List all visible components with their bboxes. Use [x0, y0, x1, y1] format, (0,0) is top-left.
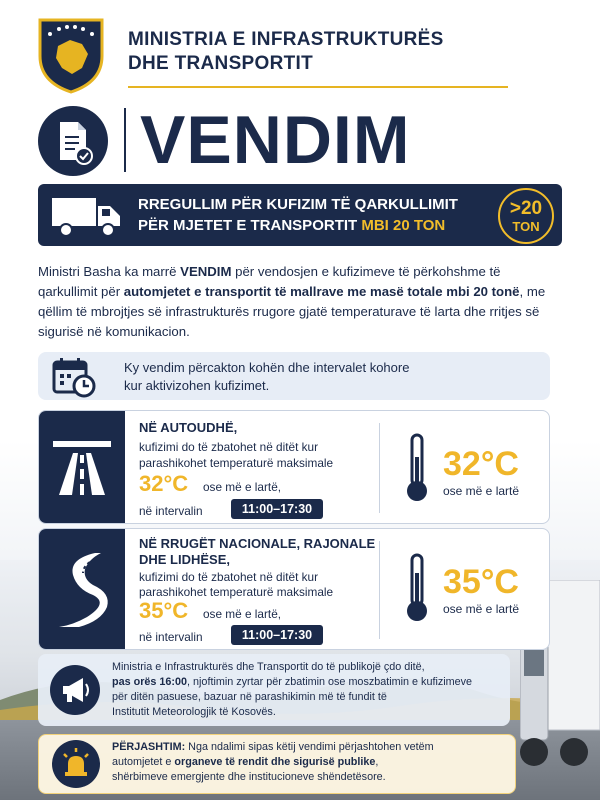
exempt-label: PËRJASHTIM:	[112, 741, 186, 753]
card1-big-temp: 32°C	[443, 445, 519, 483]
card2-separator	[379, 541, 380, 639]
kosovo-crest-logo	[36, 16, 106, 94]
intro-text-3: , me qëllim të mbrojtjes së infrastrukturës rrugore gjatë temperaturave të larta dhe rritjes së sigurisë në komunikacion.	[38, 284, 546, 339]
ministry-name-line2: DHE TRANSPORTIT	[128, 53, 313, 74]
weight-badge	[498, 188, 554, 244]
motorway-restriction-card	[38, 410, 550, 524]
weight-badge-value: >20	[509, 198, 543, 219]
thermometer-icon	[403, 433, 431, 505]
card1-separator	[379, 423, 380, 513]
weight-badge-unit: TON	[512, 219, 540, 234]
exempt-text2-post: ,	[375, 756, 379, 768]
banner-title	[138, 194, 478, 236]
card1-big-suffix: ose më e lartë	[443, 484, 520, 498]
card1-interval: 11:00–17:30	[231, 499, 323, 519]
exempt-text2-bold: organeve të rendit dhe sigurisë publike	[174, 756, 376, 768]
publish-line1: Ministria e Infrastrukturës dhe Transportit do të publikojë çdo ditë,	[112, 661, 425, 673]
megaphone-icon	[50, 665, 100, 715]
exempt-line1	[112, 740, 508, 755]
winding-road-icon	[39, 529, 125, 649]
intro-text-1: Ministri Basha ka marrë	[38, 264, 181, 279]
page-title: VENDIM	[140, 102, 411, 178]
publication-notice-text	[112, 660, 502, 720]
exempt-text1: Nga ndalimi sipas këtij vendimi përjashtohen vetëm	[185, 741, 434, 753]
card1-temp: 32°C	[139, 471, 189, 496]
card2-temp: 35°C	[139, 598, 189, 623]
publish-line2-text: , njoftimin zyrtar për zbatimin ose moszbatimin e kufizimeve	[187, 676, 473, 688]
info-text	[124, 359, 444, 395]
card2-big-temp: 35°C	[443, 563, 519, 601]
intro-paragraph	[38, 262, 562, 342]
info-line2: kur aktivizohen kufizimet.	[124, 378, 270, 393]
banner-line2	[138, 215, 478, 236]
card2-title-line1: NË RRUGËT NACIONALE, RAJONALE	[139, 536, 376, 551]
card1-interval-label: në intervalin	[139, 504, 203, 518]
banner-highlight: MBI 20 TON	[361, 217, 446, 234]
emergency-siren-icon	[52, 740, 100, 788]
publish-line2	[112, 675, 502, 690]
publish-line3: për ditën pasuese, bazuar në parashikimin më të fundit të	[112, 691, 387, 703]
card2-temp-suffix: ose më e lartë,	[203, 607, 282, 621]
intro-bold-vehicles: automjetet e transportit të mallrave me masë totale mbi 20 tonë	[123, 284, 520, 299]
banner-line2-prefix: PËR MJETET E TRANSPORTIT	[138, 217, 362, 234]
intro-text-2: për vendosjen e kufizimeve të përkohshme të qarkullimit për	[38, 264, 501, 299]
card2-big-suffix: ose më e lartë	[443, 602, 520, 616]
publish-line4: Institutit Meteorologjik të Kosovës.	[112, 706, 276, 718]
card1-body-line1: kufizimi do të zbatohet në ditët kur	[139, 440, 319, 454]
card1-temp-suffix: ose më e lartë,	[203, 480, 282, 494]
exempt-text2-pre: automjetet e	[112, 756, 175, 768]
publish-time: pas orës 16:00	[112, 676, 188, 688]
exemption-text	[112, 740, 508, 785]
ministry-name-line1: MINISTRIA E INFRASTRUKTURËS	[128, 29, 444, 50]
exempt-line3: shërbimeve emergjente dhe institucioneve shëndetësore.	[112, 771, 386, 783]
intro-bold-vendim: VENDIM	[180, 264, 232, 279]
exempt-line2	[112, 755, 508, 770]
info-line1: Ky vendim përcakton kohën dhe intervalet kohore	[124, 360, 410, 375]
document-check-icon	[38, 106, 108, 176]
card2-body-line2: parashikohet temperaturë maksimale	[139, 585, 334, 599]
truck-icon	[50, 194, 124, 238]
card2-title-line2: DHE LIDHËSE,	[139, 552, 231, 567]
card1-title: NË AUTOUDHË,	[139, 420, 238, 435]
card1-body-line2: parashikohet temperaturë maksimale	[139, 456, 334, 470]
national-roads-restriction-card	[38, 528, 550, 650]
motorway-icon	[39, 411, 125, 523]
banner-line1: RREGULLIM PËR KUFIZIM TË QARKULLIMIT	[138, 196, 458, 213]
card2-body-line1: kufizimi do të zbatohet në ditët kur	[139, 570, 319, 584]
title-divider	[124, 108, 126, 172]
calendar-clock-icon	[52, 356, 96, 398]
header-divider	[128, 86, 508, 88]
ministry-name	[128, 28, 488, 76]
card2-interval: 11:00–17:30	[231, 625, 323, 645]
card2-interval-label: në intervalin	[139, 630, 203, 644]
thermometer-icon	[403, 553, 431, 625]
